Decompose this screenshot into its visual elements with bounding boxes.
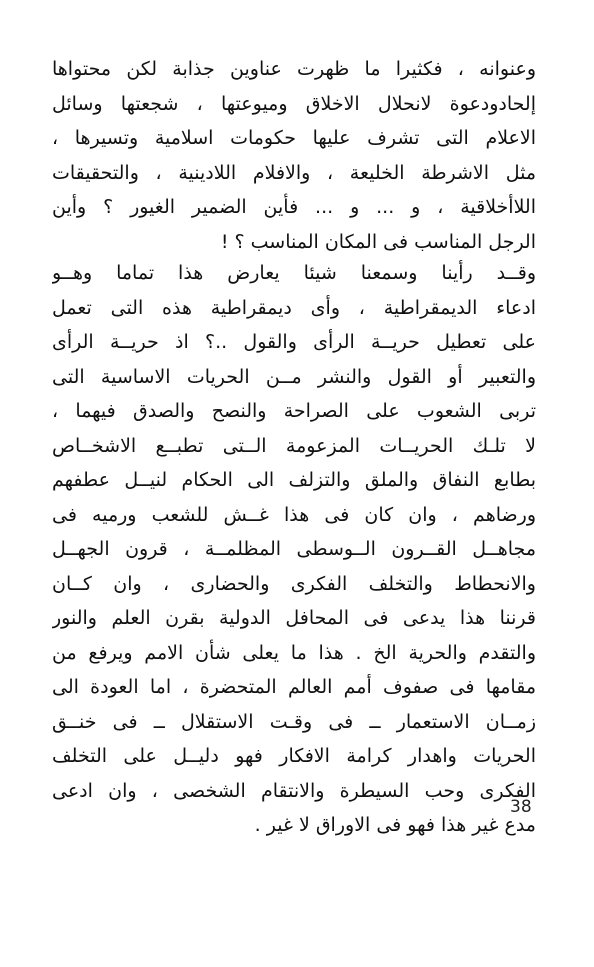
text-line: ادعاء الديمقراطية ، وأى ديمقراطية هذه التى تعمل <box>52 296 536 319</box>
text-line: مدع غير هذا فهو فى الاوراق لا غير . <box>254 814 536 836</box>
text-line: إلحادودعوة لانحلال الاخلاق وميوعتها ، شجعتها وسائل <box>52 92 536 115</box>
text-line: وقــد رأينا وسمعنا شيئا يعارض هذا تماما وهــو <box>52 262 536 284</box>
text-line: الفكرى وحب السيطرة والانتقام الشخصى ، وان ادعى <box>52 779 536 802</box>
text-line: لا تلـك الحريــات المزعومة الــتى تطبــع الاشخــاص <box>52 434 536 457</box>
text-line: مجاهــل القــرون الــوسطى المظلمــة ، قرون الجهــل <box>52 538 536 560</box>
text-line: بطابع النفاق والملق والتزلف الى الحكام لنيــل عطفهم <box>52 469 536 491</box>
text-line: الاعلام التى تشرف عليها حكومات اسلامية وتسيرها ، <box>52 127 536 149</box>
text-line: وعنوانه ، فكثيرا ما ظهرت عناوين جذابة لكن محتواها <box>52 58 536 80</box>
text-line: على تعطيل حريــة الرأى والقول ..؟ اذ حريــة الرأى <box>52 331 536 353</box>
text-line: والانحطاط والتخلف الفكرى والحضارى ، وان كــان <box>52 572 536 595</box>
text-line: تربى الشعوب على الصراحة والنصح والصدق فيهما ، <box>52 400 536 422</box>
text-line: زمــان الاستعمار ــ فى وقـت الاستقلال ــ فى خنــق <box>52 710 536 733</box>
text-line: والتعبير أو القول والنشر مــن الحريات الاساسية التى <box>52 365 536 388</box>
text-line: اللاأخلاقية ، و ... و ... فأين الضمير الغيور ؟ وأين <box>52 196 536 218</box>
text-line: والتقدم والحرية الخ . هذا ما يعلى شأن الامم ويرفع من <box>52 641 536 664</box>
text-line: الرجل المناسب فى المكان المناسب ؟ ! <box>220 230 536 253</box>
paragraph-2 <box>52 256 536 843</box>
paragraph-1 <box>52 52 536 259</box>
text-line: مثل الاشرطة الخليعة ، والافلام اللادينية ، والتحقيقات <box>52 161 536 184</box>
text-line: الحريات واهدار كرامة الافكار فهو دليــل على التخلف <box>52 745 536 767</box>
page-number: 38 <box>510 797 532 817</box>
text-line: ورضاهم ، وان كان فى هذا غــش للشعب ورميه فى <box>52 503 536 526</box>
text-line: قرننا هذا يدعى فى المحافل الدولية بقرن العلم والنور <box>52 607 536 629</box>
text-line: مقامها فى صفوف أمم العالم المتحضرة ، اما العودة الى <box>52 676 536 698</box>
